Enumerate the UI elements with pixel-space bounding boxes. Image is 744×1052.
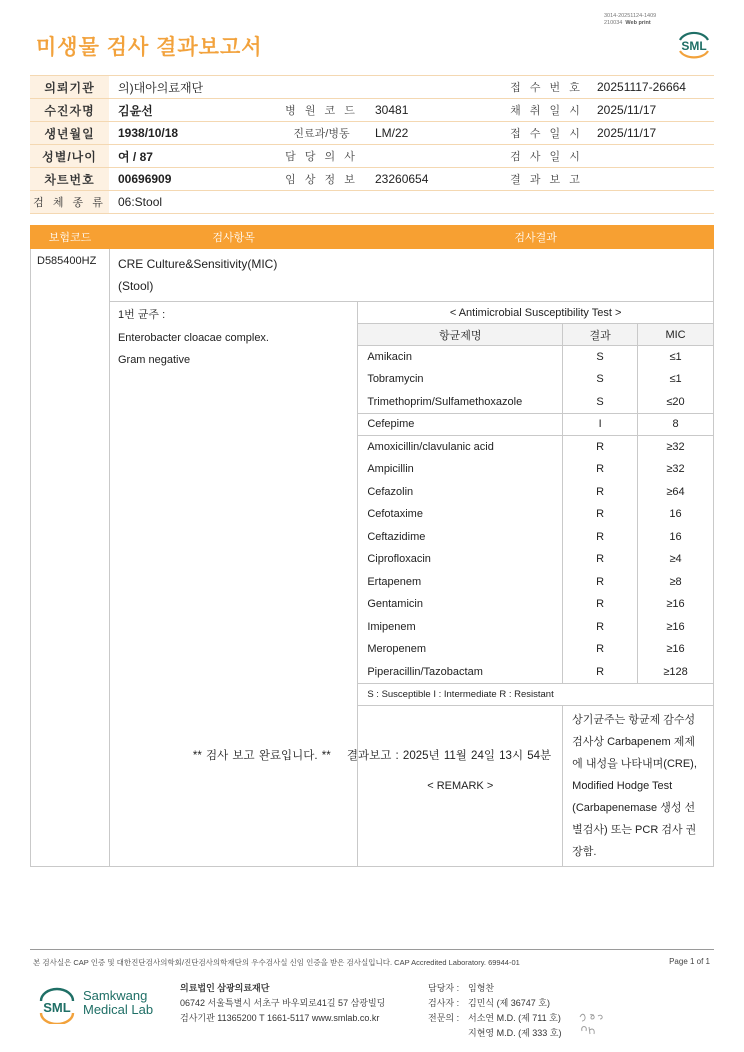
organism-info	[109, 302, 357, 867]
drug-result: R	[563, 593, 638, 616]
drug-name: Ciprofloxacin	[358, 548, 563, 571]
drug-name: Amoxicillin/clavulanic acid	[358, 436, 563, 459]
test-item-specimen: (Stool)	[117, 279, 154, 293]
clinical-value: 23260654	[366, 168, 505, 191]
dob-value: 1938/10/18	[109, 122, 277, 145]
remark-line: 상기균주는 항균제 감수성검사상 Carbapenem 제제에 내성을 나타내며(CRE),	[572, 713, 697, 770]
sml-logo-icon	[674, 26, 714, 62]
receipt-no-label: 접 수 번 호	[505, 76, 588, 99]
results-table	[30, 225, 714, 867]
drug-name: Ertapenem	[358, 571, 563, 594]
name-label: 수진자명	[30, 99, 109, 122]
hospital-code-label: 병 원 코 드	[277, 99, 366, 122]
drug-name: Gentamicin	[358, 593, 563, 616]
report-label: 결 과 보 고	[505, 168, 588, 191]
drug-mic: ≥16	[638, 638, 714, 661]
drug-mic: ≥8	[638, 571, 714, 594]
drug-result: R	[563, 616, 638, 639]
dob-label: 생년월일	[30, 122, 109, 145]
drug-name: Ceftazidime	[358, 526, 563, 549]
hospital-code-value: 30481	[366, 99, 505, 122]
document-code-line2: 210034	[604, 20, 623, 26]
staff-name: 지현영 M.D. (제 333 호)	[468, 1028, 562, 1038]
lab-name	[83, 989, 153, 1017]
result-legend: S : Susceptible I : Intermediate R : Resistant	[358, 683, 714, 705]
ast-header-mic: MIC	[638, 324, 714, 346]
drug-mic: ≥128	[638, 661, 714, 684]
staff-row	[428, 1026, 561, 1041]
drug-mic: ≤1	[638, 346, 714, 369]
organism-number: 1번 균주 :	[117, 309, 166, 321]
sml-logo-text: SML	[681, 39, 707, 53]
drug-mic: ≥32	[638, 436, 714, 459]
header-test-result: 검사결과	[358, 226, 714, 249]
institution-value: 의)대아의료재단	[109, 76, 505, 99]
drug-result: S	[563, 391, 638, 414]
sml-logo-icon	[37, 986, 77, 1024]
gram-stain: Gram negative	[117, 354, 191, 366]
org-address: 06742 서울특별시 서초구 바우뫼로41길 57 삼광빌딩	[180, 998, 386, 1008]
drug-result: R	[563, 638, 638, 661]
ast-header-result: 결과	[563, 324, 638, 346]
staff-list	[428, 981, 561, 1041]
patient-row	[30, 145, 714, 168]
staff-role	[428, 1026, 468, 1041]
staff-name: 김민식 (제 36747 호)	[468, 998, 550, 1008]
staff-name: 서소연 M.D. (제 711 호)	[468, 1013, 561, 1023]
chart-no-value: 00696909	[109, 168, 277, 191]
drug-name: Piperacillin/Tazobactam	[358, 661, 563, 684]
drug-mic: 8	[638, 413, 714, 436]
drug-result: R	[563, 436, 638, 459]
footer-divider	[30, 949, 714, 950]
remark-line: Modified Hodge Test (Carbapenemase 생성 선별검사) 또는 PCR 검사 권장함.	[572, 779, 697, 858]
results-header-row	[31, 226, 714, 249]
drug-mic: ≤1	[638, 368, 714, 391]
page-number: Page 1 of 1	[669, 957, 710, 966]
doctor-label: 담 당 의 사	[277, 145, 366, 168]
test-row	[31, 249, 714, 302]
chart-no-label: 차트번호	[30, 168, 109, 191]
web-print-label: Web print	[625, 20, 651, 26]
clinical-label: 임 상 정 보	[277, 168, 366, 191]
patient-row	[30, 168, 714, 191]
drug-name: Amikacin	[358, 346, 563, 369]
test-item	[109, 249, 713, 302]
remark-text	[563, 705, 714, 866]
drug-mic: ≥32	[638, 458, 714, 481]
drug-result: R	[563, 571, 638, 594]
drug-mic: ≥64	[638, 481, 714, 504]
receipt-no-value: 20251117-26664	[588, 76, 714, 99]
patient-row	[30, 122, 714, 145]
drug-result: S	[563, 368, 638, 391]
drug-mic: 16	[638, 503, 714, 526]
dept-value: LM/22	[366, 122, 505, 145]
drug-name: Cefazolin	[358, 481, 563, 504]
drug-result: R	[563, 458, 638, 481]
drug-result: R	[563, 661, 638, 684]
org-contact: 검사기관 11365200 T 1661-5117 www.smlab.co.kr	[180, 1013, 380, 1023]
receipt-date-label: 접 수 일 시	[505, 122, 588, 145]
test-item-name: CRE Culture&Sensitivity(MIC)	[117, 257, 278, 271]
sex-age-label: 성별/나이	[30, 145, 109, 168]
report-value	[588, 168, 714, 191]
organism-name: Enterobacter cloacae complex.	[117, 331, 269, 344]
ast-header-drug: 항균제명	[358, 324, 563, 346]
staff-row	[428, 996, 561, 1011]
org-name: 의료법인 삼광의료재단	[180, 983, 270, 993]
sex-age-value: 여 / 87	[109, 145, 277, 168]
staff-role: 검사자 :	[428, 998, 460, 1008]
ast-title-row	[31, 302, 714, 324]
document-code	[604, 13, 656, 27]
collect-date-label: 채 취 일 시	[505, 99, 588, 122]
drug-mic: ≥16	[638, 616, 714, 639]
collect-date-value: 2025/11/17	[588, 99, 714, 122]
staff-row	[428, 981, 561, 996]
name-value: 김윤선	[109, 99, 277, 122]
staff-name: 임형찬	[468, 983, 495, 993]
drug-result: S	[563, 346, 638, 369]
lab-name-line2: Medical Lab	[83, 1002, 154, 1017]
page-title: 미생물 검사 결과보고서	[36, 36, 263, 59]
header-ins-code: 보험코드	[31, 226, 110, 249]
drug-mic: ≤20	[638, 391, 714, 414]
patient-info-table	[30, 75, 714, 214]
report-time: 결과보고 : 2025년 11월 24일 13시 54분	[346, 750, 552, 762]
drug-name: Cefotaxime	[358, 503, 563, 526]
drug-name: Trimethoprim/Sulfamethoxazole	[358, 391, 563, 414]
patient-row	[30, 76, 714, 99]
staff-role: 전문의 :	[428, 1013, 460, 1023]
lab-logo	[37, 980, 157, 1026]
drug-name: Ampicillin	[358, 458, 563, 481]
drug-result: R	[563, 481, 638, 504]
remark-label: < REMARK >	[358, 705, 563, 866]
header-test-item: 검사항목	[109, 226, 357, 249]
specimen-label: 검 체 종 류	[30, 191, 109, 214]
drug-mic: 16	[638, 526, 714, 549]
drug-result: I	[563, 413, 638, 436]
dept-label: 진료과/병동	[277, 122, 366, 145]
completion-message: ** 검사 보고 완료입니다. **	[192, 750, 331, 762]
patient-row	[30, 191, 714, 214]
drug-result: R	[563, 503, 638, 526]
staff-role: 담당자 :	[428, 983, 460, 993]
ast-title: < Antimicrobial Susceptibility Test >	[358, 302, 714, 324]
drug-result: R	[563, 548, 638, 571]
drug-mic: ≥4	[638, 548, 714, 571]
document-code-line1: 3014-20251124-1409	[604, 13, 657, 19]
patient-row	[30, 99, 714, 122]
lab-logo-text: SML	[43, 1000, 71, 1015]
test-date-label: 검 사 일 시	[505, 145, 588, 168]
drug-name: Cefepime	[358, 413, 563, 436]
specimen-value: 06:Stool	[109, 191, 714, 214]
signature-icon	[576, 1007, 610, 1037]
doctor-value	[366, 145, 505, 168]
drug-result: R	[563, 526, 638, 549]
lab-name-line1: Samkwang	[83, 988, 148, 1003]
report-completion	[0, 747, 744, 763]
test-date-value	[588, 145, 714, 168]
drug-name: Tobramycin	[358, 368, 563, 391]
drug-name: Imipenem	[358, 616, 563, 639]
insurance-code: D585400HZ	[31, 249, 110, 867]
drug-name: Meropenem	[358, 638, 563, 661]
receipt-date-value: 2025/11/17	[588, 122, 714, 145]
staff-row	[428, 1011, 561, 1026]
drug-mic: ≥16	[638, 593, 714, 616]
lab-contact-info	[180, 981, 385, 1026]
institution-label: 의뢰기관	[30, 76, 109, 99]
accreditation-note: 본 검사실은 CAP 인증 및 대한진단검사의학회/진단검사의학재단의 우수검사실 신임 인증을 받은 검사실입니다. CAP Accredited Laboratory. 69944-01	[33, 958, 520, 967]
